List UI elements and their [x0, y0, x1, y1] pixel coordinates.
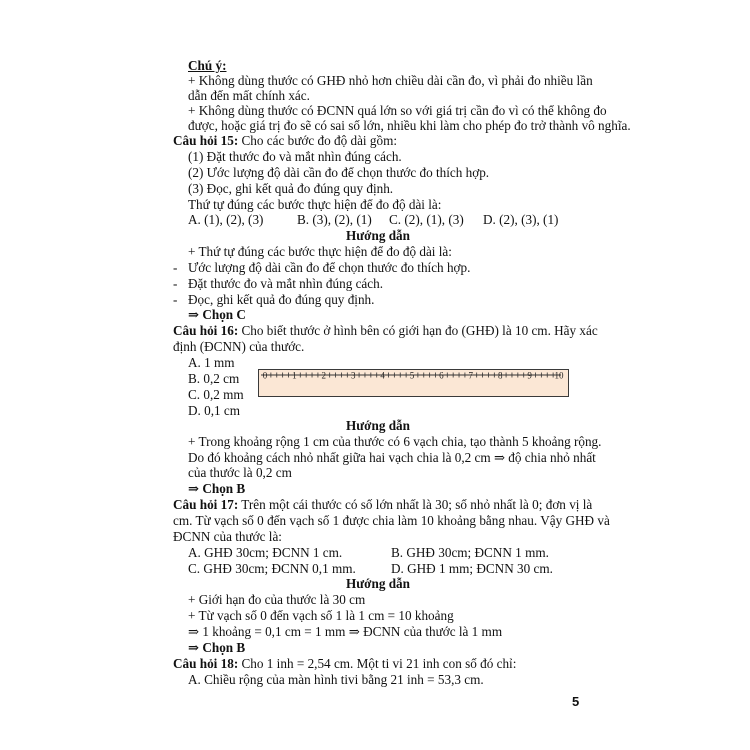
question-text: Trên một cái thước có số lớn nhất là 30; số nhỏ nhất là 0; đơn vị là: [238, 497, 593, 512]
bullet-item: [173, 276, 573, 292]
guide-line: Do đó khoảng cách nhỏ nhất giữa hai vạch chia là 0,2 cm ⇒ độ chia nhỏ nhất: [188, 450, 596, 465]
guide-heading: Hướng dẫn: [346, 228, 410, 243]
ruler-label: 0: [262, 370, 268, 381]
option-b: B. (3), (2), (1): [297, 212, 372, 227]
answer-options: [188, 545, 568, 561]
option-c: C. (2), (1), (3): [389, 212, 464, 227]
ruler-label: 6: [439, 370, 444, 381]
step-line: (1) Đặt thước đo và mắt nhìn đúng cách.: [188, 149, 402, 164]
question-prompt: Thứ tự đúng các bước thực hiện để đo độ dài là:: [188, 197, 442, 212]
guide-line: + Thứ tự đúng các bước thực hiện để đo độ dài là:: [188, 244, 452, 259]
question-16: [173, 323, 598, 339]
question-17: [173, 497, 592, 513]
option-c: C. GHĐ 30cm; ĐCNN 0,1 mm.: [188, 561, 356, 576]
answer-line: ⇒ Chọn B: [188, 481, 246, 496]
bullet-text: Ước lượng độ dài cần đo để chọn thước đo thích hợp.: [188, 260, 471, 275]
ruler-figure: [258, 369, 569, 397]
option-d: D. (2), (3), (1): [483, 212, 559, 227]
dash-bullet: -: [173, 292, 178, 307]
ruler-label: 1: [292, 370, 297, 381]
guide-line: ⇒ 1 khoảng = 0,1 cm = 1 mm ⇒ ĐCNN của thước là 1 mm: [188, 624, 503, 639]
option-d: D. 0,1 cm: [188, 403, 241, 418]
option-c: C. 0,2 mm: [188, 387, 244, 402]
answer-line: ⇒ Chọn B: [188, 640, 246, 655]
ruler-label: 2: [321, 370, 327, 381]
note-line: dẫn đến mất chính xác.: [188, 88, 310, 103]
answer-options: [188, 561, 568, 577]
option-b: B. 0,2 cm: [188, 371, 240, 386]
note-heading: Chú ý:: [188, 58, 227, 73]
guide-line: + Trong khoảng rộng 1 cm của thước có 6 vạch chia, tạo thành 5 khoảng rộng.: [188, 434, 602, 449]
note-line: được, hoặc giá trị đo sẽ có sai số lớn, nhiều khi làm cho phép đo trở thành vô nghĩa.: [188, 118, 631, 133]
step-line: (2) Ước lượng độ dài cần đo để chọn thước đo thích hợp.: [188, 165, 490, 180]
option-d: D. GHĐ 1 mm; ĐCNN 30 cm.: [391, 561, 553, 576]
question-label: Câu hỏi 18:: [173, 656, 239, 671]
guide-heading: Hướng dẫn: [346, 418, 410, 433]
ruler-label: 9: [527, 370, 532, 381]
ruler-label: 10: [554, 370, 564, 381]
ruler-label: 7: [468, 370, 474, 381]
question-label: Câu hỏi 15:: [173, 133, 239, 148]
option-a: A. 1 mm: [188, 355, 235, 370]
ruler-label: 8: [497, 370, 503, 381]
guide-line: + Giới hạn đo của thước là 30 cm: [188, 592, 366, 607]
question-text: Cho biết thước ở hình bên có giới hạn đo (GHĐ) là 10 cm. Hãy xác: [238, 323, 598, 338]
ruler-label: 3: [350, 370, 356, 381]
question-text: định (ĐCNN) của thước.: [173, 339, 305, 354]
guide-heading: Hướng dẫn: [346, 576, 410, 591]
option-a: A. GHĐ 30cm; ĐCNN 1 cm.: [188, 545, 343, 560]
ruler-label: 5: [409, 370, 415, 381]
option-a: A. (1), (2), (3): [188, 212, 264, 227]
question-text: cm. Từ vạch số 0 đến vạch số 1 được chia làm 10 khoảng bằng nhau. Vậy GHĐ và: [173, 513, 610, 528]
question-text: Cho 1 inh = 2,54 cm. Một ti vi 21 inh con số đó chỉ:: [238, 656, 517, 671]
ruler-label: 4: [380, 370, 385, 381]
note-line: + Không dùng thước có ĐCNN quá lớn so với giá trị cần đo vì có thể không đo: [188, 103, 607, 118]
question-text: Cho các bước đo độ dài gồm:: [238, 133, 398, 148]
bullet-text: Đọc, ghi kết quả đo đúng quy định.: [188, 292, 375, 307]
ruler-scale: [259, 370, 568, 396]
dash-bullet: -: [173, 276, 178, 291]
question-18: [173, 656, 516, 672]
answer-line: ⇒ Chọn C: [188, 307, 246, 322]
question-15: [173, 133, 397, 149]
question-label: Câu hỏi 16:: [173, 323, 239, 338]
dash-bullet: -: [173, 260, 178, 275]
bullet-item: [173, 292, 573, 308]
bullet-item: [173, 260, 573, 276]
option-b: B. GHĐ 30cm; ĐCNN 1 mm.: [391, 545, 549, 560]
step-line: (3) Đọc, ghi kết quả đo đúng quy định.: [188, 181, 394, 196]
question-text: ĐCNN của thước là:: [173, 529, 282, 544]
bullet-text: Đặt thước đo và mắt nhìn đúng cách.: [188, 276, 384, 291]
page-number: 5: [572, 694, 580, 709]
guide-line: của thước là 0,2 cm: [188, 465, 292, 480]
guide-line: + Từ vạch số 0 đến vạch số 1 là 1 cm = 10 khoảng: [188, 608, 454, 623]
option-a: A. Chiều rộng của màn hình tivi bằng 21 inh = 53,3 cm.: [188, 672, 484, 687]
question-label: Câu hỏi 17:: [173, 497, 239, 512]
answer-options: [188, 212, 588, 228]
note-line: + Không dùng thước có GHĐ nhỏ hơn chiều dài cần đo, vì phải đo nhiều lần: [188, 73, 593, 88]
